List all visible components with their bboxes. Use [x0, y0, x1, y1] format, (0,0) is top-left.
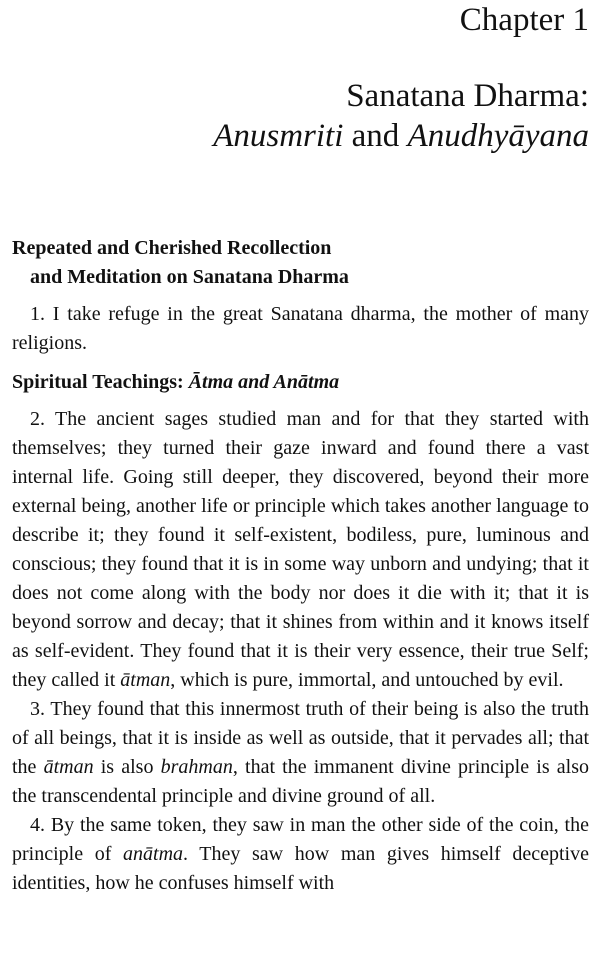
chapter-title	[213, 76, 589, 156]
paragraph-3-text-b: is also	[93, 756, 161, 778]
heading-italic-terms: Ātma and Anātma	[188, 371, 340, 393]
title-term-anudhyayana: Anudhyāyana	[407, 118, 589, 154]
title-term-anusmriti: Anusmriti	[213, 118, 344, 154]
term-anatma: anātma	[123, 843, 184, 865]
paragraph-2-text-a: 2. The ancient sages studied man and for that they started with themselves; they turned their gaze inward and found there a vast internal life. Going still deeper, they discovered, beyond their more external being, another life or principle which takes another language to describe it; they found it self-existent, bodiless, pure, luminous and conscious; they found that it is in some way unborn and undying; that it does not come along with the body nor does it die with it; that it is beyond sorrow and decay; that it shines from within and it knows itself as self-evident. They found that it is their very essence, their true Self; they called it	[12, 408, 589, 691]
section-heading-line2: and Meditation on Sanatana Dharma	[30, 266, 349, 288]
term-atman: ātman	[120, 669, 171, 691]
chapter-title-line1: Sanatana Dharma:	[346, 78, 589, 114]
section-heading-spiritual-teachings	[12, 368, 589, 397]
section-heading-recollection	[12, 234, 589, 292]
paragraph-2-text-b: , which is pure, immortal, and untouched by evil.	[170, 669, 564, 691]
paragraph-4-text-b: . They saw how man gives himself deceptive identities, how he confuses himself with	[12, 843, 589, 894]
paragraph-4	[12, 811, 589, 898]
page-body	[12, 234, 589, 898]
paragraph-4-text-a: 4. By the same token, they saw in man the other side of the coin, the principle of	[12, 814, 589, 865]
chapter-title-line2	[213, 116, 589, 156]
section-heading-line1: Repeated and Cherished Recollection	[12, 237, 332, 259]
paragraph-2	[12, 405, 589, 695]
paragraph-3-text-a: 3. They found that this innermost truth of their being is also the truth of all beings, that it is inside as well as outside, that it pervades all; that the	[12, 698, 589, 778]
term-atman-2: ātman	[43, 756, 94, 778]
title-conjunction: and	[343, 118, 408, 154]
paragraph-1: 1. I take refuge in the great Sanatana dharma, the mother of many religions.	[12, 303, 589, 354]
paragraph-3-text-c: , that the immanent divine principle is also the transcendental principle and divine ground of all.	[12, 756, 589, 807]
paragraph-3	[12, 695, 589, 811]
heading-prefix: Spiritual Teachings:	[12, 371, 189, 393]
term-brahman: brahman	[160, 756, 233, 778]
chapter-label: Chapter 1	[459, 2, 589, 38]
